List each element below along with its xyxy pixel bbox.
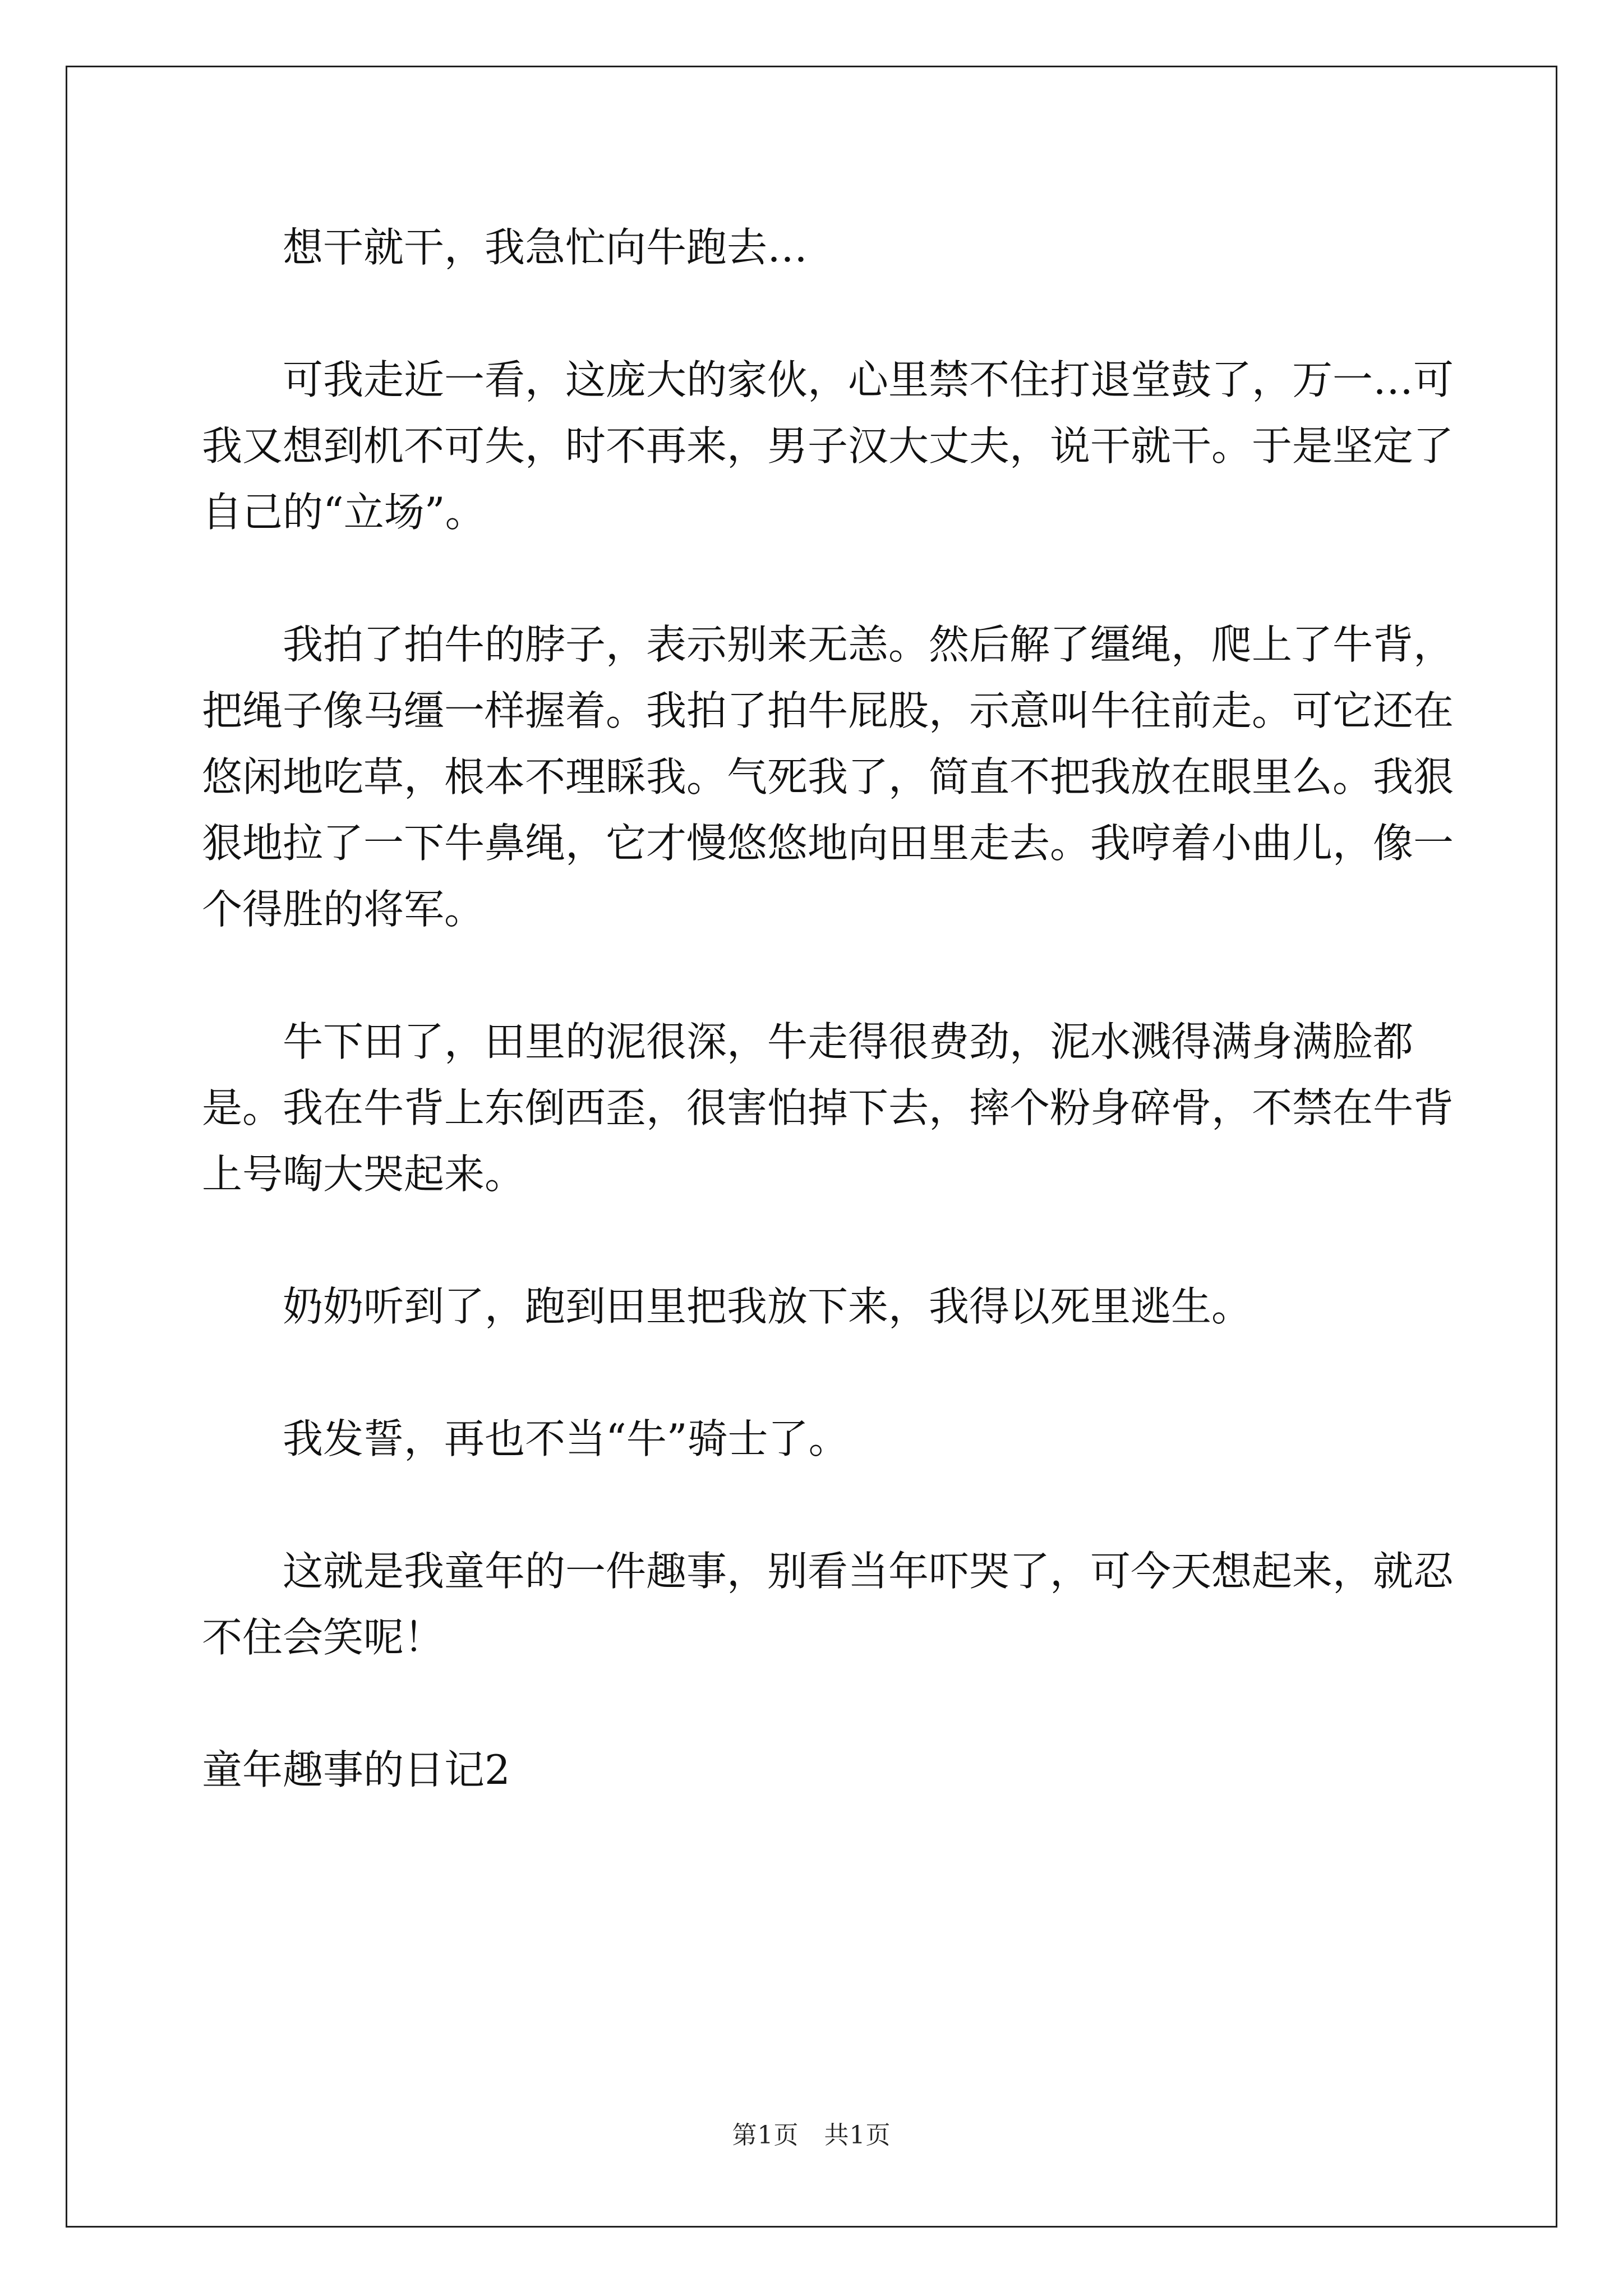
page-footer: 第1页 共1页 — [732, 2121, 891, 2150]
paragraph-3: 我拍了拍牛的脖子，表示别来无恙。然后解了缰绳，爬上了牛背，把绳子像马缰一样握着。我拍了拍牛屁股，示意叫牛往前走。可它还在悠闲地吃草，根本不理睬我。气死我了，简直不把我放在眼里么。我狠狠地拉了一下牛鼻绳，它才慢悠悠地向田里走去。我哼着小曲儿，像一个得胜的将军。 — [202, 621, 1454, 933]
paragraph-1: 想干就干，我急忙向牛跑去… — [283, 224, 808, 271]
section-heading: 童年趣事的日记2 — [202, 1746, 510, 1793]
paragraph-4: 牛下田了，田里的泥很深，牛走得很费劲，泥水溅得满身满脸都是。我在牛背上东倒西歪，很害怕掉下去，摔个粉身碎骨，不禁在牛背上号啕大哭起来。 — [202, 1018, 1454, 1198]
paragraph-5: 奶奶听到了，跑到田里把我放下来，我得以死里逃生。 — [283, 1283, 1252, 1330]
paragraph-7: 这就是我童年的一件趣事，别看当年吓哭了，可今天想起来，就忍不住会笑呢！ — [202, 1548, 1454, 1661]
document-body — [202, 214, 1464, 1869]
paragraph-2: 可我走近一看，这庞大的家伙，心里禁不住打退堂鼓了，万一…可我又想到机不可失，时不再来，男子汉大丈夫，说干就干。于是坚定了自己的“立场”。 — [202, 356, 1454, 536]
paragraph-6: 我发誓，再也不当“牛”骑士了。 — [283, 1415, 849, 1462]
